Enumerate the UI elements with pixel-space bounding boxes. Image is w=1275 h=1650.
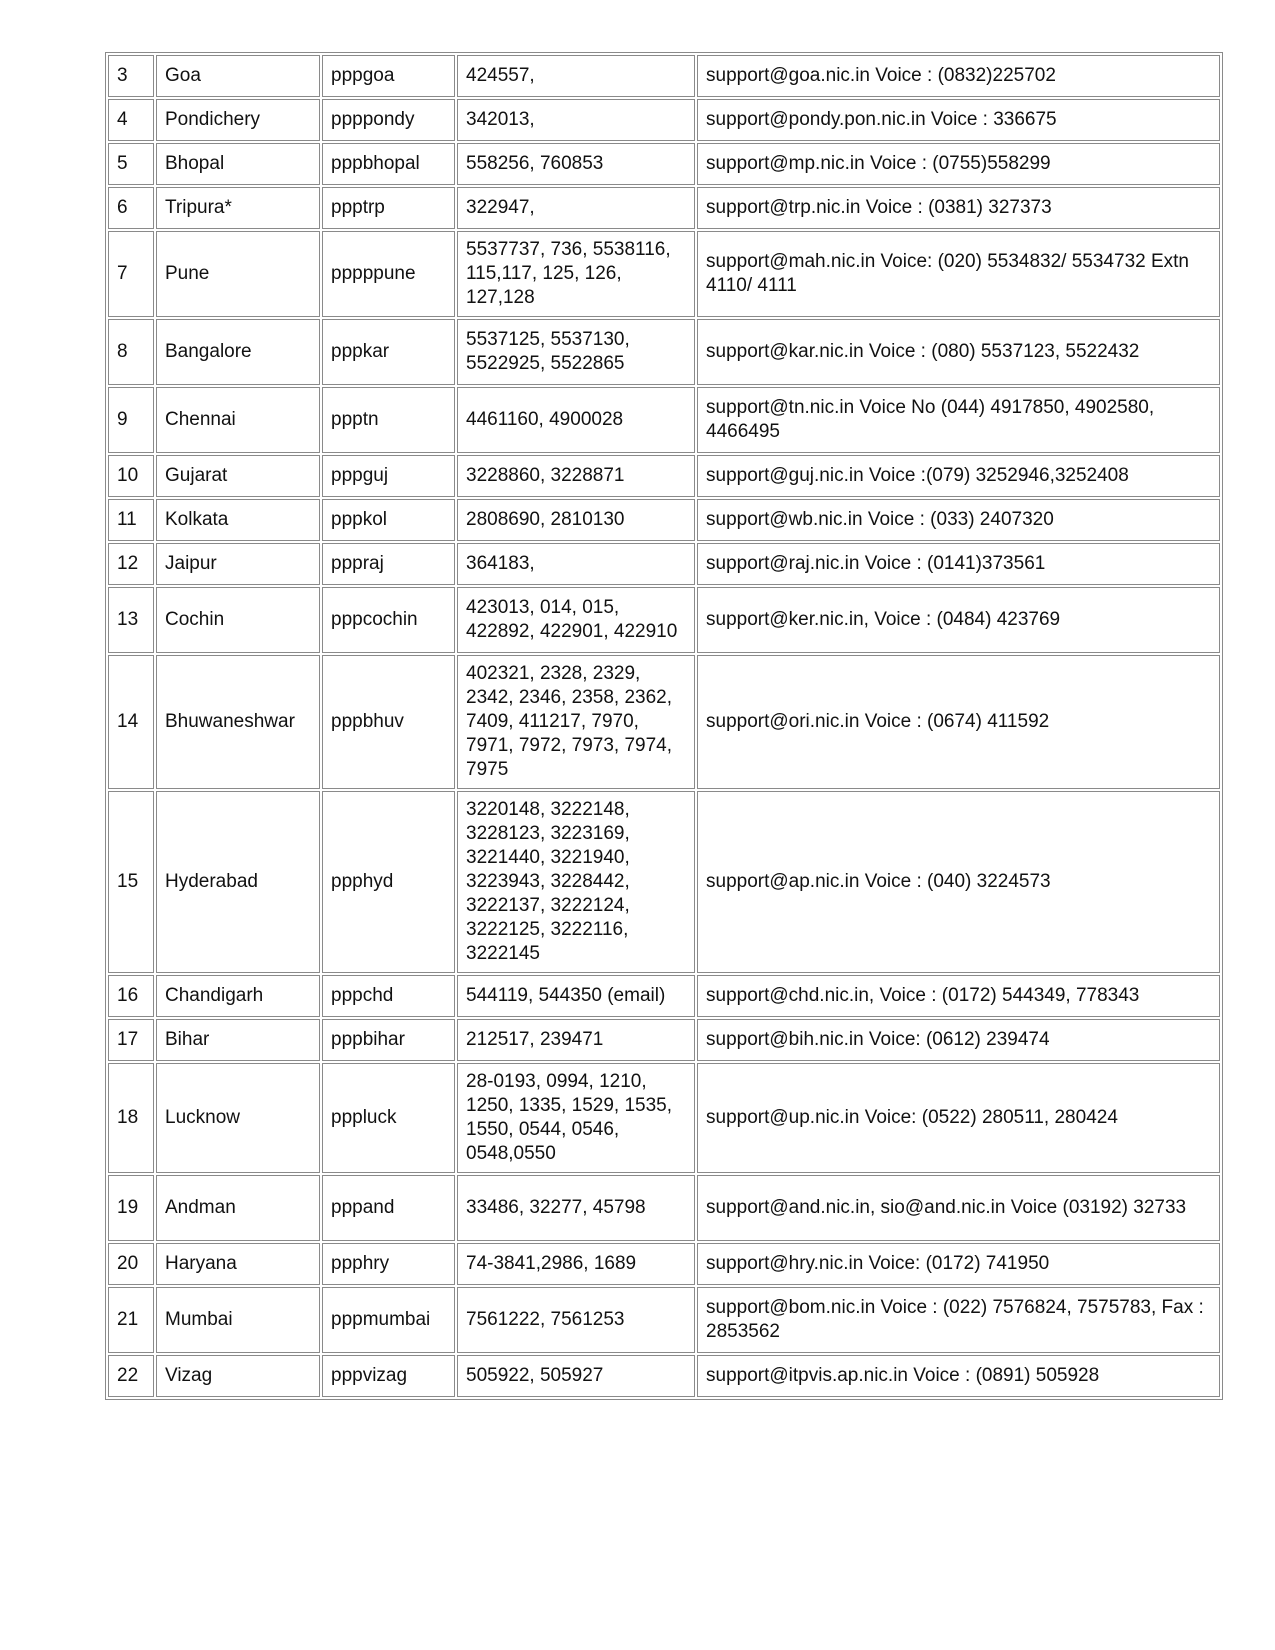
support-contact-cell: support@hry.nic.in Voice: (0172) 741950 bbox=[697, 1243, 1220, 1285]
phone-numbers-cell: 423013, 014, 015, 422892, 422901, 422910 bbox=[457, 587, 695, 653]
support-contact-cell: support@kar.nic.in Voice : (080) 5537123, 5522432 bbox=[697, 319, 1220, 385]
phone-numbers-cell: 28-0193, 0994, 1210, 1250, 1335, 1529, 1535, 1550, 0544, 0546, 0548,0550 bbox=[457, 1063, 695, 1173]
table-row bbox=[108, 143, 1220, 185]
city-cell: Mumbai bbox=[156, 1287, 320, 1353]
city-cell: Pune bbox=[156, 231, 320, 317]
support-contact-cell: support@trp.nic.in Voice : (0381) 327373 bbox=[697, 187, 1220, 229]
phone-numbers-cell: 33486, 32277, 45798 bbox=[457, 1175, 695, 1241]
row-number-cell: 6 bbox=[108, 187, 154, 229]
phone-numbers-cell: 5537737, 736, 5538116, 115,117, 125, 126, 127,128 bbox=[457, 231, 695, 317]
login-id-cell: pppkar bbox=[322, 319, 455, 385]
login-id-cell: pppvizag bbox=[322, 1355, 455, 1397]
login-id-cell: ppptn bbox=[322, 387, 455, 453]
row-number-cell: 21 bbox=[108, 1287, 154, 1353]
support-contact-cell: support@ori.nic.in Voice : (0674) 411592 bbox=[697, 655, 1220, 789]
city-cell: Kolkata bbox=[156, 499, 320, 541]
phone-numbers-cell: 402321, 2328, 2329, 2342, 2346, 2358, 2362, 7409, 411217, 7970, 7971, 7972, 7973, 7974, 7975 bbox=[457, 655, 695, 789]
table-row bbox=[108, 387, 1220, 453]
phone-numbers-cell: 544119, 544350 (email) bbox=[457, 975, 695, 1017]
row-number-cell: 16 bbox=[108, 975, 154, 1017]
phone-numbers-cell: 7561222, 7561253 bbox=[457, 1287, 695, 1353]
phone-numbers-cell: 558256, 760853 bbox=[457, 143, 695, 185]
table-row bbox=[108, 791, 1220, 973]
login-id-cell: pppgoa bbox=[322, 55, 455, 97]
table-body bbox=[108, 55, 1220, 1397]
support-contact-cell: support@ap.nic.in Voice : (040) 3224573 bbox=[697, 791, 1220, 973]
table-row bbox=[108, 55, 1220, 97]
support-contact-cell: support@bom.nic.in Voice : (022) 7576824, 7575783, Fax : 2853562 bbox=[697, 1287, 1220, 1353]
table-row bbox=[108, 99, 1220, 141]
phone-numbers-cell: 342013, bbox=[457, 99, 695, 141]
city-cell: Pondichery bbox=[156, 99, 320, 141]
phone-numbers-cell: 4461160, 4900028 bbox=[457, 387, 695, 453]
table-row bbox=[108, 1243, 1220, 1285]
phone-numbers-cell: 505922, 505927 bbox=[457, 1355, 695, 1397]
row-number-cell: 10 bbox=[108, 455, 154, 497]
phone-numbers-cell: 364183, bbox=[457, 543, 695, 585]
table-row bbox=[108, 1287, 1220, 1353]
support-contact-cell: support@guj.nic.in Voice :(079) 3252946,3252408 bbox=[697, 455, 1220, 497]
support-contact-cell: support@tn.nic.in Voice No (044) 4917850, 4902580, 4466495 bbox=[697, 387, 1220, 453]
city-cell: Goa bbox=[156, 55, 320, 97]
table-row bbox=[108, 587, 1220, 653]
contacts-table bbox=[105, 52, 1223, 1400]
table-row bbox=[108, 231, 1220, 317]
row-number-cell: 22 bbox=[108, 1355, 154, 1397]
table-row bbox=[108, 655, 1220, 789]
city-cell: Bhopal bbox=[156, 143, 320, 185]
phone-numbers-cell: 3228860, 3228871 bbox=[457, 455, 695, 497]
login-id-cell: pppguj bbox=[322, 455, 455, 497]
support-contact-cell: support@mah.nic.in Voice: (020) 5534832/ 5534732 Extn 4110/ 4111 bbox=[697, 231, 1220, 317]
row-number-cell: 5 bbox=[108, 143, 154, 185]
city-cell: Jaipur bbox=[156, 543, 320, 585]
city-cell: Cochin bbox=[156, 587, 320, 653]
city-cell: Tripura* bbox=[156, 187, 320, 229]
support-contact-cell: support@chd.nic.in, Voice : (0172) 544349, 778343 bbox=[697, 975, 1220, 1017]
table-row bbox=[108, 543, 1220, 585]
phone-numbers-cell: 212517, 239471 bbox=[457, 1019, 695, 1061]
row-number-cell: 20 bbox=[108, 1243, 154, 1285]
login-id-cell: pppcochin bbox=[322, 587, 455, 653]
city-cell: Bangalore bbox=[156, 319, 320, 385]
phone-numbers-cell: 322947, bbox=[457, 187, 695, 229]
city-cell: Lucknow bbox=[156, 1063, 320, 1173]
support-contact-cell: support@ker.nic.in, Voice : (0484) 423769 bbox=[697, 587, 1220, 653]
login-id-cell: pppchd bbox=[322, 975, 455, 1017]
login-id-cell: pppbihar bbox=[322, 1019, 455, 1061]
row-number-cell: 3 bbox=[108, 55, 154, 97]
row-number-cell: 19 bbox=[108, 1175, 154, 1241]
support-contact-cell: support@goa.nic.in Voice : (0832)225702 bbox=[697, 55, 1220, 97]
login-id-cell: pppmumbai bbox=[322, 1287, 455, 1353]
row-number-cell: 9 bbox=[108, 387, 154, 453]
table-row bbox=[108, 1019, 1220, 1061]
login-id-cell: ppphry bbox=[322, 1243, 455, 1285]
city-cell: Chennai bbox=[156, 387, 320, 453]
login-id-cell: ppppondy bbox=[322, 99, 455, 141]
table-row bbox=[108, 1355, 1220, 1397]
city-cell: Vizag bbox=[156, 1355, 320, 1397]
table-row bbox=[108, 1063, 1220, 1173]
support-contact-cell: support@up.nic.in Voice: (0522) 280511, 280424 bbox=[697, 1063, 1220, 1173]
login-id-cell: ppphyd bbox=[322, 791, 455, 973]
table-row bbox=[108, 319, 1220, 385]
login-id-cell: pppluck bbox=[322, 1063, 455, 1173]
support-contact-cell: support@and.nic.in, sio@and.nic.in Voice (03192) 32733 bbox=[697, 1175, 1220, 1241]
table-row bbox=[108, 499, 1220, 541]
phone-numbers-cell: 3220148, 3222148, 3228123, 3223169, 3221440, 3221940, 3223943, 3228442, 3222137, 3222124, 3222125, 3222116, 3222145 bbox=[457, 791, 695, 973]
table-row bbox=[108, 187, 1220, 229]
support-contact-cell: support@bih.nic.in Voice: (0612) 239474 bbox=[697, 1019, 1220, 1061]
login-id-cell: pppppune bbox=[322, 231, 455, 317]
row-number-cell: 12 bbox=[108, 543, 154, 585]
city-cell: Chandigarh bbox=[156, 975, 320, 1017]
phone-numbers-cell: 5537125, 5537130, 5522925, 5522865 bbox=[457, 319, 695, 385]
phone-numbers-cell: 2808690, 2810130 bbox=[457, 499, 695, 541]
support-contact-cell: support@itpvis.ap.nic.in Voice : (0891) 505928 bbox=[697, 1355, 1220, 1397]
support-contact-cell: support@raj.nic.in Voice : (0141)373561 bbox=[697, 543, 1220, 585]
row-number-cell: 15 bbox=[108, 791, 154, 973]
table-row bbox=[108, 455, 1220, 497]
city-cell: Hyderabad bbox=[156, 791, 320, 973]
city-cell: Haryana bbox=[156, 1243, 320, 1285]
table-row bbox=[108, 975, 1220, 1017]
login-id-cell: pppbhopal bbox=[322, 143, 455, 185]
support-contact-cell: support@wb.nic.in Voice : (033) 2407320 bbox=[697, 499, 1220, 541]
row-number-cell: 7 bbox=[108, 231, 154, 317]
row-number-cell: 4 bbox=[108, 99, 154, 141]
city-cell: Gujarat bbox=[156, 455, 320, 497]
support-contact-cell: support@pondy.pon.nic.in Voice : 336675 bbox=[697, 99, 1220, 141]
support-contact-cell: support@mp.nic.in Voice : (0755)558299 bbox=[697, 143, 1220, 185]
login-id-cell: pppraj bbox=[322, 543, 455, 585]
row-number-cell: 8 bbox=[108, 319, 154, 385]
login-id-cell: pppkol bbox=[322, 499, 455, 541]
city-cell: Bihar bbox=[156, 1019, 320, 1061]
table-row bbox=[108, 1175, 1220, 1241]
row-number-cell: 11 bbox=[108, 499, 154, 541]
phone-numbers-cell: 424557, bbox=[457, 55, 695, 97]
row-number-cell: 17 bbox=[108, 1019, 154, 1061]
city-cell: Andman bbox=[156, 1175, 320, 1241]
city-cell: Bhuwaneshwar bbox=[156, 655, 320, 789]
row-number-cell: 18 bbox=[108, 1063, 154, 1173]
login-id-cell: pppbhuv bbox=[322, 655, 455, 789]
row-number-cell: 13 bbox=[108, 587, 154, 653]
login-id-cell: ppptrp bbox=[322, 187, 455, 229]
row-number-cell: 14 bbox=[108, 655, 154, 789]
phone-numbers-cell: 74-3841,2986, 1689 bbox=[457, 1243, 695, 1285]
login-id-cell: pppand bbox=[322, 1175, 455, 1241]
